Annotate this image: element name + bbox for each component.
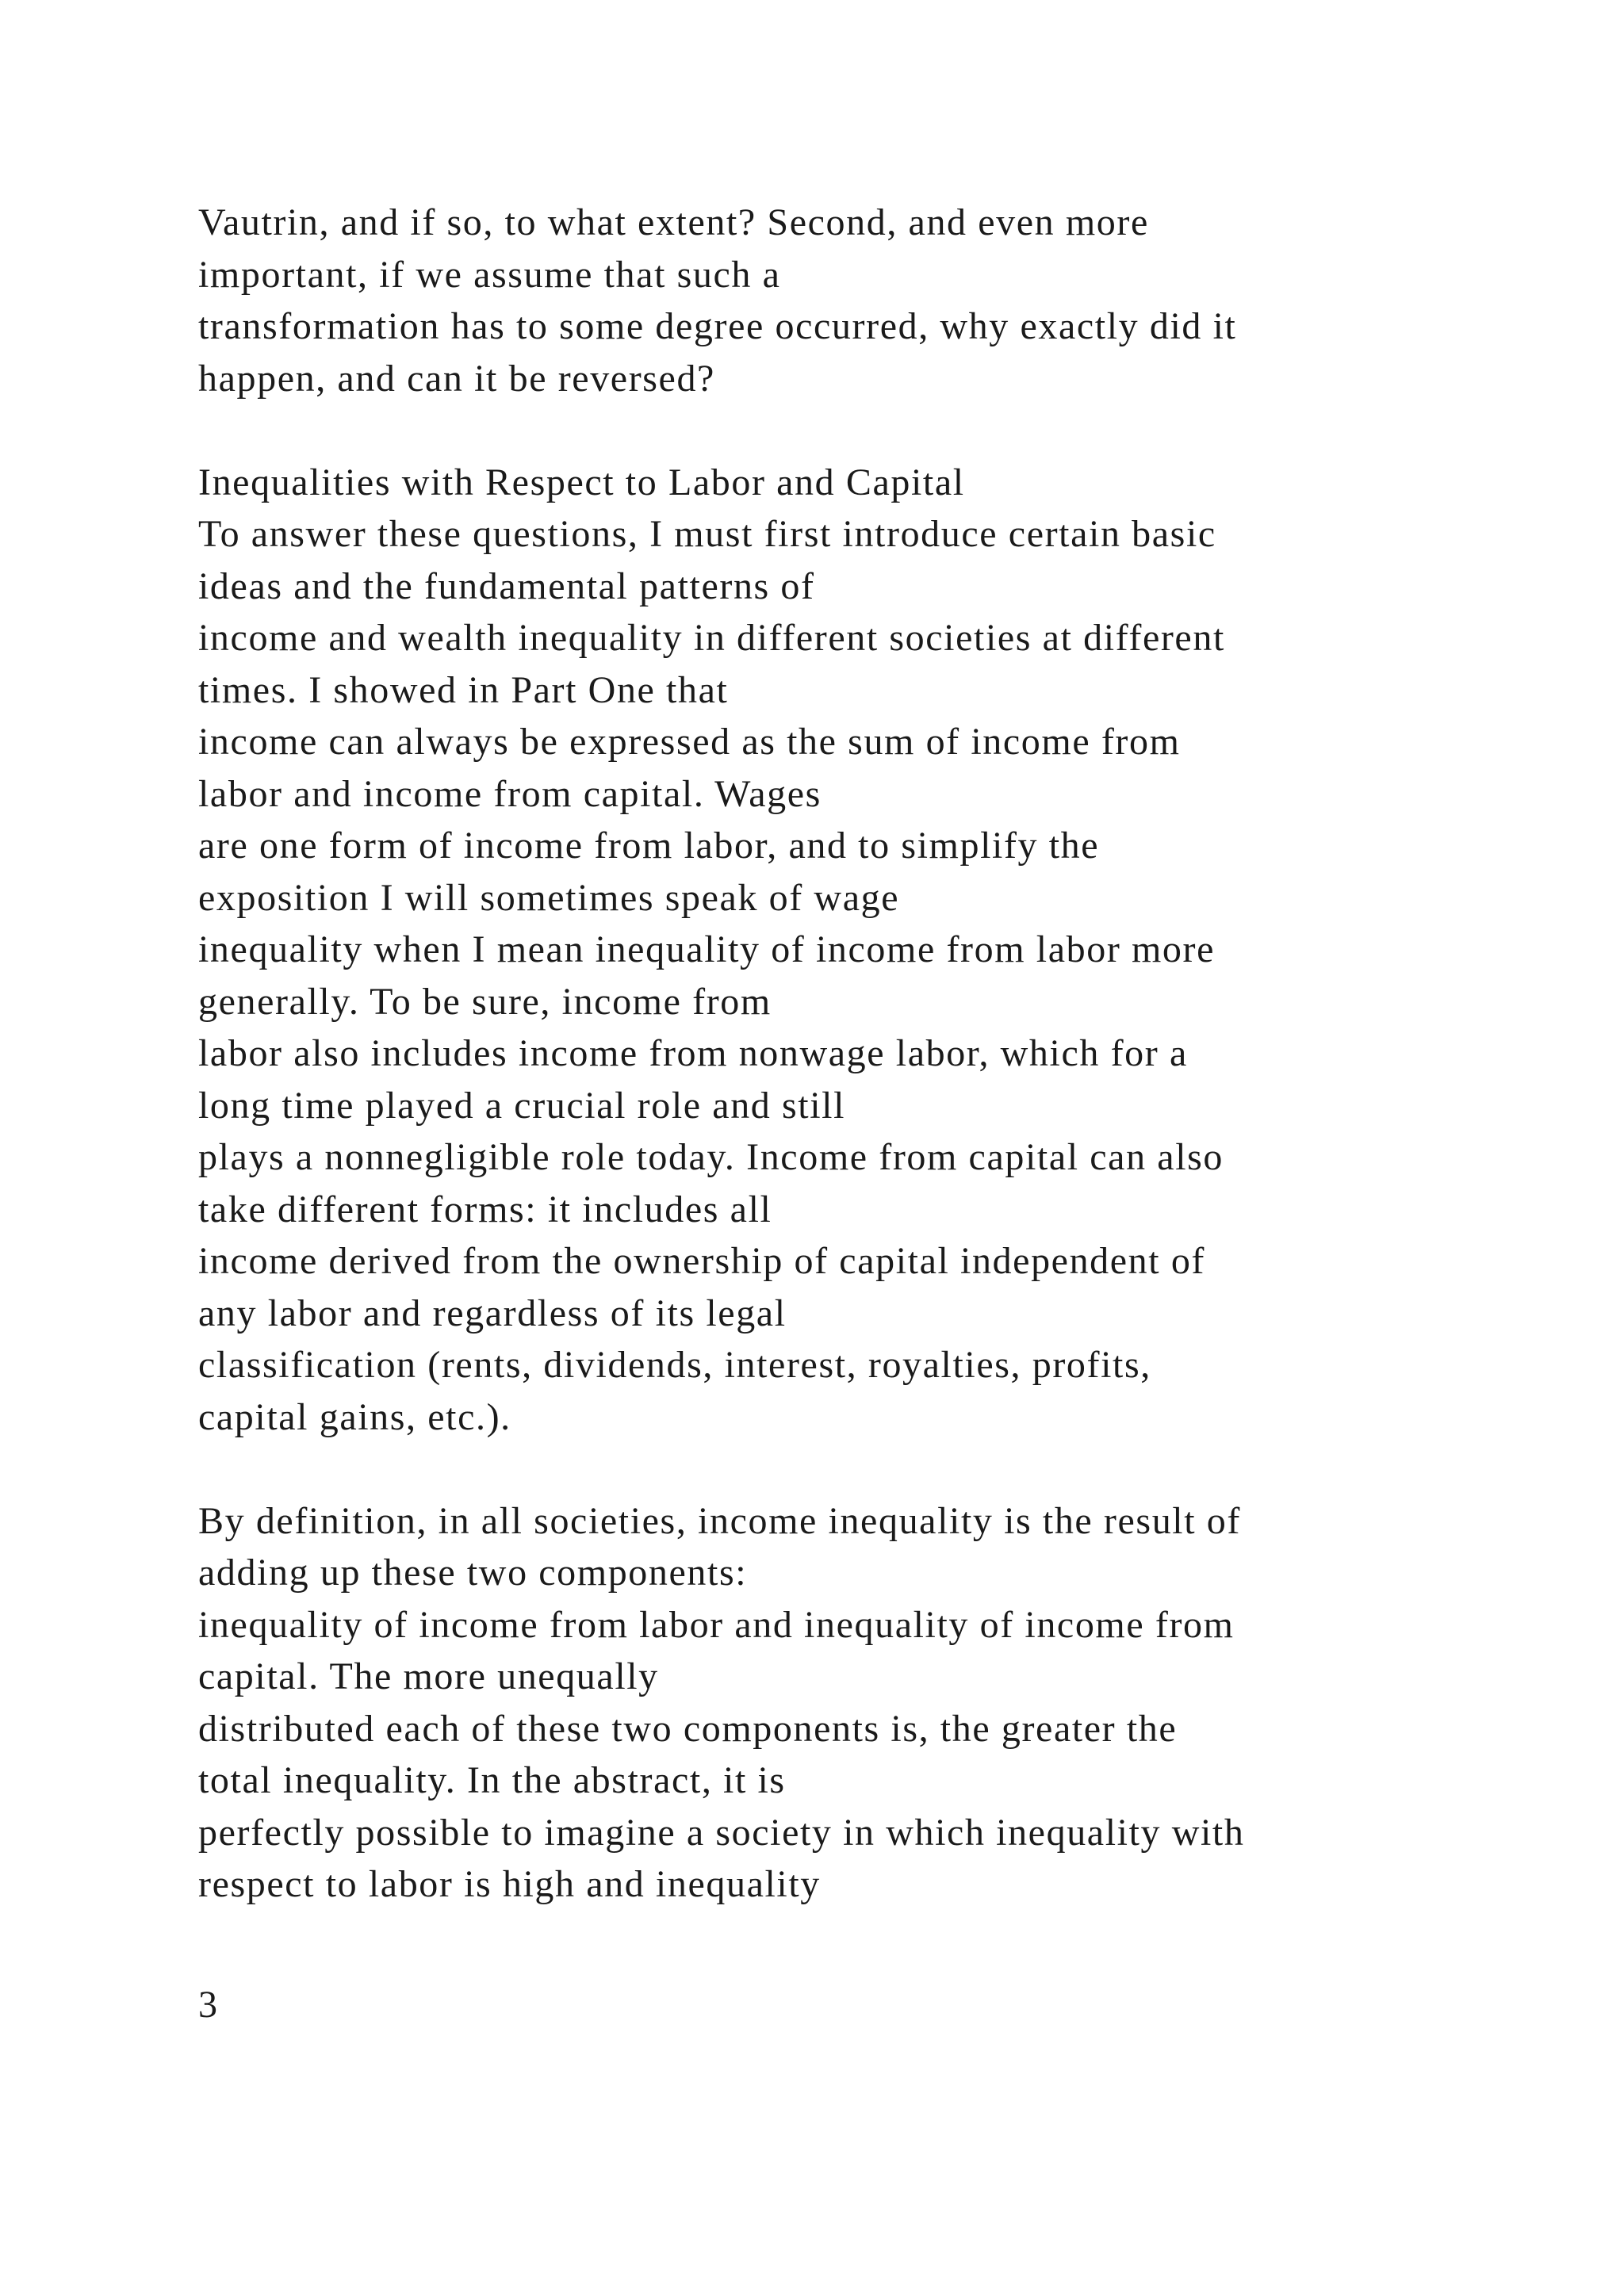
- text-line: capital gains, etc.).: [198, 1395, 511, 1438]
- text-line: important, if we assume that such a: [198, 253, 781, 296]
- text-line: distributed each of these two components is, the greater the: [198, 1707, 1178, 1750]
- text-line: take different forms: it includes all: [198, 1188, 772, 1230]
- paragraph-spacer: [198, 404, 1499, 457]
- text-line: income and wealth inequality in different societies at different: [198, 617, 1225, 659]
- text-line: adding up these two components:: [198, 1552, 748, 1594]
- text-line: Vautrin, and if so, to what extent? Second, and even more: [198, 201, 1149, 243]
- text-line: income derived from the ownership of capital independent of: [198, 1240, 1206, 1282]
- text-line: inequality of income from labor and inequality of income from: [198, 1603, 1235, 1646]
- text-line: perfectly possible to imagine a society in which inequality with: [198, 1811, 1245, 1854]
- text-line: income can always be expressed as the sum of income from: [198, 721, 1181, 763]
- section-heading: Inequalities with Respect to Labor and Capital: [198, 461, 965, 503]
- text-line: are one form of income from labor, and to simplify the: [198, 825, 1100, 867]
- text-line: transformation has to some degree occurred, why exactly did it: [198, 305, 1237, 347]
- text-line: capital. The more unequally: [198, 1655, 659, 1697]
- text-line: respect to labor is high and inequality: [198, 1863, 821, 1905]
- text-line: any labor and regardless of its legal: [198, 1292, 787, 1334]
- paragraph-3: [198, 1495, 1499, 1911]
- text-line: exposition I will sometimes speak of wage: [198, 876, 900, 919]
- text-line: total inequality. In the abstract, it is: [198, 1759, 786, 1801]
- paragraph-2: [198, 508, 1499, 1443]
- text-line: classification (rents, dividends, interest, royalties, profits,: [198, 1344, 1151, 1386]
- text-line: long time played a crucial role and still: [198, 1084, 846, 1127]
- text-line: To answer these questions, I must first introduce certain basic: [198, 513, 1216, 555]
- text-line: happen, and can it be reversed?: [198, 357, 715, 400]
- text-line: inequality when I mean inequality of income from labor more: [198, 928, 1216, 970]
- text-line: times. I showed in Part One that: [198, 668, 729, 711]
- text-line: By definition, in all societies, income inequality is the result of: [198, 1499, 1241, 1542]
- page-number: 3: [198, 1984, 217, 2026]
- paragraph-spacer: [198, 1443, 1499, 1495]
- text-line: generally. To be sure, income from: [198, 980, 772, 1023]
- body-text: [198, 197, 1499, 1911]
- text-line: ideas and the fundamental patterns of: [198, 564, 815, 607]
- text-line: plays a nonnegligible role today. Income from capital can also: [198, 1136, 1224, 1178]
- paragraph-1: [198, 197, 1499, 404]
- text-line: labor and income from capital. Wages: [198, 772, 822, 815]
- text-line: labor also includes income from nonwage labor, which for a: [198, 1032, 1188, 1074]
